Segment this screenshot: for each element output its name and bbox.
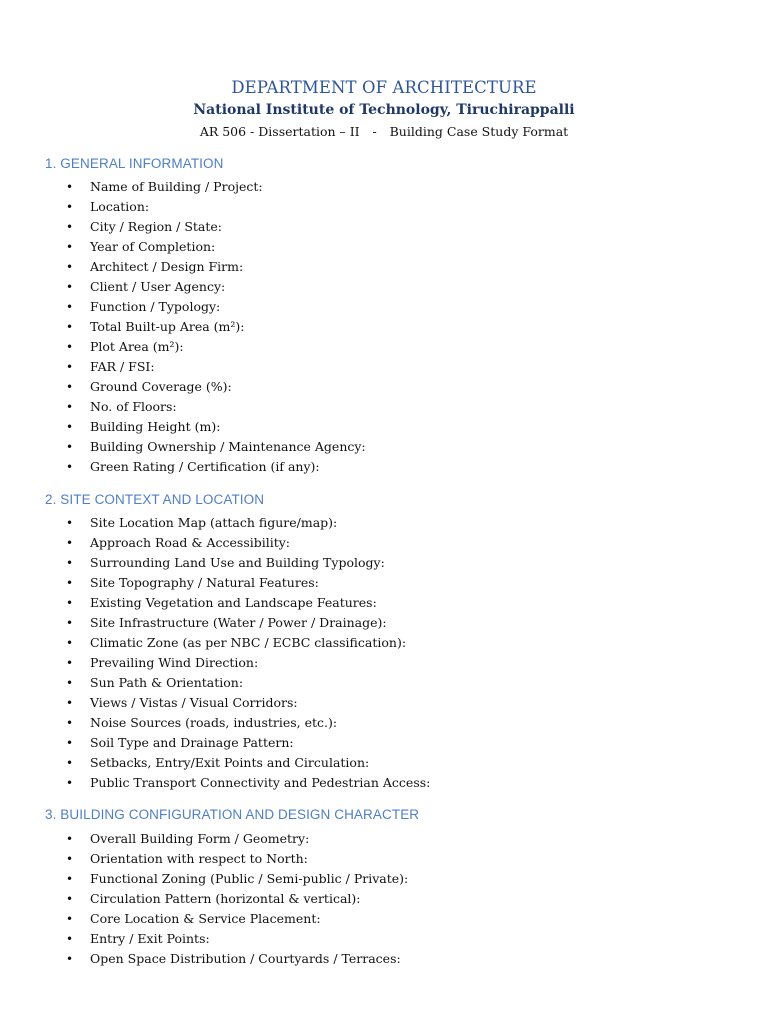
list-item-label: City / Region / State:	[90, 219, 223, 234]
bullet-icon: •	[66, 340, 74, 354]
list-item-label: Site Infrastructure (Water / Power / Drainage):	[90, 615, 387, 630]
bullet-icon: •	[66, 556, 74, 570]
list-item-label: Orientation with respect to North:	[90, 851, 308, 866]
list-item-label: Ground Coverage (%):	[90, 379, 232, 394]
bullet-icon: •	[66, 200, 74, 214]
format-title: Building Case Study Format	[389, 124, 569, 139]
bullet-icon: •	[66, 360, 74, 374]
bullet-icon: •	[66, 696, 74, 710]
list-item-label: Prevailing Wind Direction:	[90, 655, 259, 670]
list-item-label: Core Location & Service Placement:	[90, 911, 321, 926]
list-item-label: Climatic Zone (as per NBC / ECBC classification):	[90, 635, 407, 650]
bullet-icon: •	[66, 892, 74, 906]
list-item-label: Sun Path & Orientation:	[90, 675, 244, 690]
list-item-label: Plot Area (m²):	[90, 339, 184, 354]
bullet-icon: •	[66, 832, 74, 846]
list-item-label: Name of Building / Project:	[90, 179, 263, 194]
list-item-label: Setbacks, Entry/Exit Points and Circulation:	[90, 755, 370, 770]
list-item-label: FAR / FSI:	[90, 359, 155, 374]
bullet-icon: •	[66, 852, 74, 866]
bullet-icon: •	[66, 716, 74, 730]
list-item-label: Client / User Agency:	[90, 279, 226, 294]
bullet-icon: •	[66, 776, 74, 790]
bullet-icon: •	[66, 596, 74, 610]
list-item-label: Architect / Design Firm:	[90, 259, 244, 274]
bullet-icon: •	[66, 676, 74, 690]
list-item-label: Function / Typology:	[90, 299, 221, 314]
list-item-label: Site Location Map (attach figure/map):	[90, 515, 338, 530]
list-item-label: Functional Zoning (Public / Semi-public / Private):	[90, 871, 409, 886]
list-item-label: Approach Road & Accessibility:	[90, 535, 291, 550]
course-line	[0, 124, 768, 139]
list-item-label: Building Height (m):	[90, 419, 221, 434]
list-item-label: Soil Type and Drainage Pattern:	[90, 735, 294, 750]
bullet-icon: •	[66, 756, 74, 770]
list-item-label: Views / Vistas / Visual Corridors:	[90, 695, 298, 710]
course-separator: -	[372, 124, 377, 139]
list-item-label: No. of Floors:	[90, 399, 177, 414]
department-title: DEPARTMENT OF ARCHITECTURE	[231, 78, 537, 97]
bullet-icon: •	[66, 460, 74, 474]
list-item-label: Location:	[90, 199, 150, 214]
list-item-label: Site Topography / Natural Features:	[90, 575, 319, 590]
course-code: AR 506 - Dissertation – II	[199, 124, 360, 139]
list-item-label: Building Ownership / Maintenance Agency:	[90, 439, 366, 454]
bullet-icon: •	[66, 636, 74, 650]
list-item-label: Noise Sources (roads, industries, etc.):	[90, 715, 338, 730]
bullet-icon: •	[66, 932, 74, 946]
bullet-icon: •	[66, 576, 74, 590]
section-heading-site-context: 2. SITE CONTEXT AND LOCATION	[45, 492, 265, 507]
institute-name: National Institute of Technology, Tiruchirappalli	[193, 102, 575, 118]
bullet-icon: •	[66, 300, 74, 314]
bullet-icon: •	[66, 736, 74, 750]
bullet-icon: •	[66, 616, 74, 630]
bullet-icon: •	[66, 516, 74, 530]
list-item-label: Surrounding Land Use and Building Typology:	[90, 555, 385, 570]
bullet-icon: •	[66, 536, 74, 550]
list-item-label: Open Space Distribution / Courtyards / Terraces:	[90, 951, 401, 966]
list-item-label: Circulation Pattern (horizontal & vertical):	[90, 891, 361, 906]
bullet-icon: •	[66, 912, 74, 926]
bullet-icon: •	[66, 320, 74, 334]
bullet-icon: •	[66, 280, 74, 294]
bullet-icon: •	[66, 656, 74, 670]
bullet-icon: •	[66, 380, 74, 394]
list-item-label: Year of Completion:	[90, 239, 216, 254]
section-heading-general-information: 1. GENERAL INFORMATION	[45, 156, 224, 171]
bullet-icon: •	[66, 240, 74, 254]
bullet-icon: •	[66, 872, 74, 886]
list-item-label: Public Transport Connectivity and Pedestrian Access:	[90, 775, 431, 790]
bullet-icon: •	[66, 420, 74, 434]
section-heading-building-configuration: 3. BUILDING CONFIGURATION AND DESIGN CHARACTER	[45, 807, 420, 822]
list-item-label: Entry / Exit Points:	[90, 931, 210, 946]
bullet-icon: •	[66, 952, 74, 966]
list-item-label: Total Built-up Area (m²):	[90, 319, 245, 334]
bullet-icon: •	[66, 400, 74, 414]
list-item-label: Overall Building Form / Geometry:	[90, 831, 310, 846]
bullet-icon: •	[66, 440, 74, 454]
list-item-label: Existing Vegetation and Landscape Features:	[90, 595, 377, 610]
bullet-icon: •	[66, 260, 74, 274]
bullet-icon: •	[66, 180, 74, 194]
list-item-label: Green Rating / Certification (if any):	[90, 459, 320, 474]
bullet-icon: •	[66, 220, 74, 234]
